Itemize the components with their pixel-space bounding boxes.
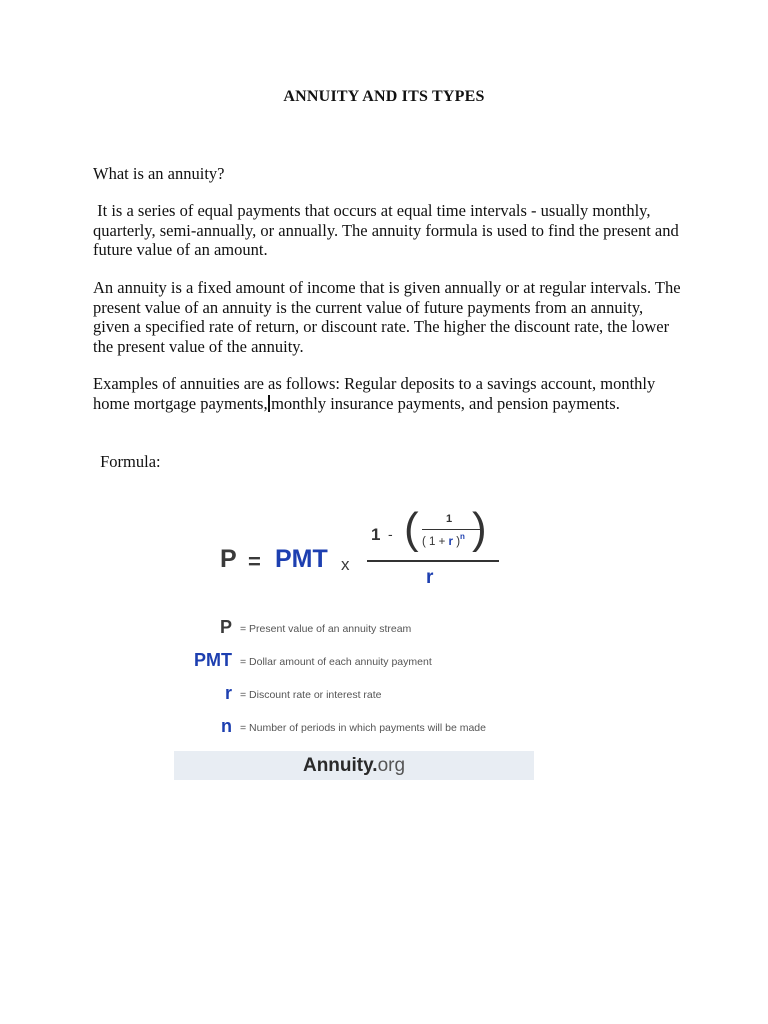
paragraph-examples-part1: Examples of annuities are as follows: Regular deposits to a savings account, monthly home mortgage payments, <box>93 374 656 413</box>
annuity-formula-image <box>174 505 534 780</box>
formula-denominator-r: r <box>426 567 434 588</box>
formula-label: Formula: <box>96 452 161 471</box>
legend-symbol-n: n <box>221 716 232 736</box>
formula-p: P <box>220 545 237 573</box>
formula-equals: = <box>248 549 261 574</box>
legend-desc-n: = Number of periods in which payments will be made <box>240 722 486 734</box>
inner-den-open: ( 1 + <box>422 536 449 548</box>
inner-den-close: ) <box>453 536 461 548</box>
formula-fraction-bar <box>367 560 499 562</box>
formula-inner-denominator <box>422 532 465 548</box>
legend-desc-r: = Discount rate or interest rate <box>240 689 382 701</box>
document-title: ANNUITY AND ITS TYPES <box>283 88 485 105</box>
formula-open-paren: ( <box>404 504 419 553</box>
legend-symbol-p: P <box>219 617 232 637</box>
paragraph-examples[interactable] <box>93 374 683 413</box>
legend-desc-p: = Present value of an annuity stream <box>240 623 412 635</box>
paragraph-examples-part2: monthly insurance payments, and pension payments. <box>271 393 620 413</box>
legend-symbol-pmt: PMT <box>194 650 232 670</box>
text-cursor <box>268 395 271 412</box>
formula-times: x <box>341 555 350 574</box>
formula-minus: - <box>388 526 393 542</box>
legend-desc-pmt: = Dollar amount of each annuity payment <box>240 656 432 668</box>
formula-inner-numerator: 1 <box>446 513 453 525</box>
paragraph-present-value: An annuity is a fixed amount of income that is given annually or at regular intervals. The present value of an annuity is the current value of future payments from an annuity, given a specified rate of return, or discount rate. The higher the discount rate, the lower the present value of the annuity. <box>93 278 681 356</box>
formula-numerator-one: 1 <box>371 525 381 544</box>
paragraph-definition: It is a series of equal payments that occurs at equal time intervals - usually monthly, quarterly, semi-annually, or annually. The annuity formula is used to find the present and future value of an amount. <box>93 201 683 259</box>
annuity-org-logo <box>303 755 405 777</box>
formula-pmt: PMT <box>275 545 328 573</box>
inner-den-exponent: n <box>460 532 465 541</box>
brand-suffix: org <box>377 755 406 776</box>
question-heading: What is an annuity? <box>93 164 225 183</box>
brand-bar <box>174 751 534 780</box>
formula-close-paren: ) <box>472 504 487 553</box>
brand-main: Annuity. <box>302 755 378 776</box>
legend-symbol-r: r <box>224 683 232 703</box>
inner-den-r: r <box>448 536 454 548</box>
